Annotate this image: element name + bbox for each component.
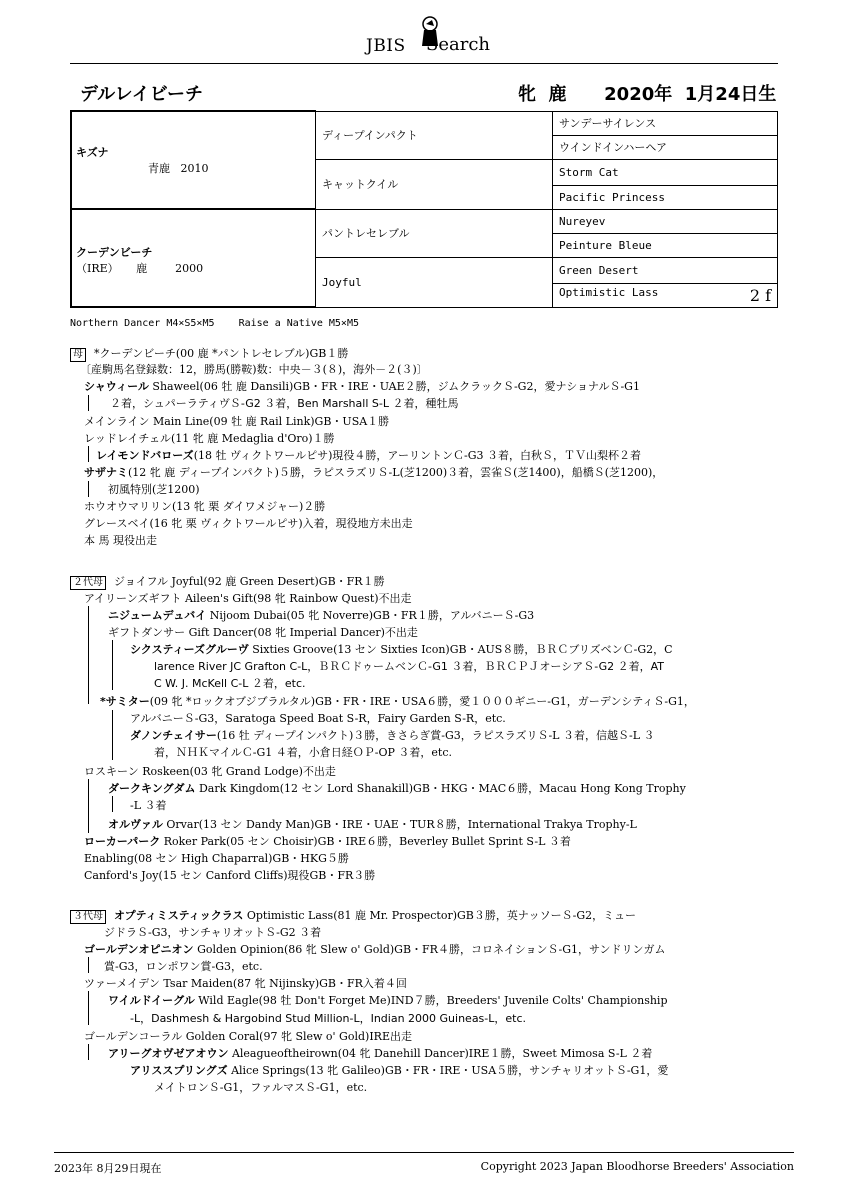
dam-badge: 母 — [70, 348, 86, 362]
second-dam-badge: ２代母 — [70, 576, 106, 590]
family-goldencoral[interactable]: ゴールデンコーラル Golden Coral(97 牝 Slew o' Gold)IRE出走 — [84, 1030, 412, 1043]
tree-line — [88, 991, 89, 1025]
sire-sire-cell[interactable]: ディープインパクト — [316, 111, 553, 159]
dam-name: クーデンビーチ — [76, 246, 153, 259]
offspring-name: レイモンドバローズ — [96, 449, 194, 462]
offspring-cont: ２着，シュパーラティヴＳ-G2 ３着，Ben Marshall S-L ２着，種牡馬 — [110, 397, 459, 410]
family-cont: 賞-G3，ロンポワン賞-G3，etc. — [104, 960, 263, 973]
family-record: Aleagueoftheirown(04 牝 Danehill Dancer)IRE１勝，Sweet Mimosa S-L ２着 — [231, 1047, 653, 1060]
offspring-name: シャウィール — [84, 380, 149, 393]
ped-dds[interactable]: Green Desert — [553, 257, 778, 283]
sire-name: キズナ — [76, 146, 109, 159]
family-nijoom[interactable] — [108, 608, 534, 623]
dam-text: *クーデンビーチ(00 鹿 *パントレセレブル)GB１勝 — [94, 347, 349, 360]
third-dam-cont: ジドラＳ-G3，サンチャリオットＳ-G2 ３着 — [104, 926, 322, 939]
ped-ddd-name: Optimistic Lass — [559, 285, 659, 299]
ped-sss[interactable]: サンデーサイレンス — [553, 111, 778, 135]
family-enabling[interactable]: Enabling(08 セン High Chaparral)GB・HKG５勝 — [84, 852, 349, 865]
tree-line — [112, 640, 113, 690]
sire-info: 青鹿 2010 — [148, 162, 209, 175]
family-sixtiesgroove[interactable] — [130, 642, 673, 657]
family-name: シクスティーズグルーヴ — [130, 643, 249, 656]
offspring-record: Shaweel(06 牡 鹿 Dansili)GB・FR・IRE・UAE２勝，ジムクラックＳ-G2，愛ナショナルＳ-G1 — [152, 380, 640, 393]
offspring-redrachel[interactable]: レッドレイチェル(11 牝 鹿 Medaglia d'Oro)１勝 — [84, 432, 335, 445]
third-dam-badge: ３代母 — [70, 910, 106, 924]
tree-line — [88, 779, 89, 833]
offspring-shaweel[interactable] — [84, 379, 640, 394]
sire-cell[interactable] — [71, 111, 316, 209]
offspring-record: (12 牝 鹿 ディープインパクト)５勝，ラピスラズリＳ-L(芝1200)３着，雲雀Ｓ(芝1400)，船橋Ｓ(芝1200)， — [128, 466, 664, 479]
tree-line — [112, 796, 113, 812]
offspring-mainline[interactable]: メインライン Main Line(09 牡 鹿 Rail Link)GB・USA１勝 — [84, 415, 390, 428]
family-cont: -L，Dashmesh & Hargobind Stud Million-L，Indian 2000 Guineas-L，etc. — [130, 1012, 527, 1025]
offspring-sazanami[interactable] — [84, 465, 663, 480]
generation-mark: 2 f — [749, 285, 771, 305]
family-record: Orvar(13 セン Dandy Man)GB・IRE・UAE・TUR８勝，International Trakya Trophy-L — [166, 818, 637, 831]
ped-ddd[interactable] — [553, 283, 778, 307]
horse-sex: 牝 — [518, 84, 536, 105]
family-name: ダークキングダム — [108, 782, 196, 795]
offspring-hououmarilyn[interactable]: ホウオウマリリン(13 牝 栗 ダイワメジャー)２勝 — [84, 500, 326, 513]
family-cont: アルバニーＳ-G3，Saratoga Speed Boat S-R，Fairy Garden S-R，etc. — [130, 712, 506, 725]
family-wildeagle[interactable] — [108, 993, 668, 1008]
offspring-raymond[interactable] — [96, 448, 641, 463]
family-cont: C W. J. McKell C-L ２着，etc. — [154, 677, 306, 690]
family-canfordsjoy[interactable]: Canford's Joy(15 セン Canford Cliffs)現役GB・FR３勝 — [84, 869, 376, 882]
footer-divider — [54, 1152, 794, 1153]
family-roskeen[interactable]: ロスキーン Roskeen(03 牝 Grand Lodge)不出走 — [84, 765, 336, 778]
family-record: Dark Kingdom(12 セン Lord Shanakill)GB・HKG・MAC６勝，Macau Hong Kong Trophy — [198, 782, 686, 795]
family-record: Nijoom Dubai(05 牝 Noverre)GB・FR１勝，アルバニーＳ-G3 — [209, 609, 535, 622]
family-record: (09 牝 *ロックオブジブラルタル)GB・FR・IRE・USA６勝，愛１０００ギニー-G1，ガーデンシティＳ-G1， — [149, 695, 695, 708]
sire-dam-cell[interactable]: キャットクイル — [316, 159, 553, 209]
dam-cell[interactable] — [71, 209, 316, 307]
logo-jbis-text: JBIS — [366, 36, 406, 56]
ped-sds[interactable]: Storm Cat — [553, 159, 778, 185]
tree-line — [88, 446, 89, 462]
horse-name: デルレイビーチ — [80, 84, 204, 105]
tree-line — [88, 957, 89, 973]
family-cont: メイトロンＳ-G1，ファルマスＳ-G1，etc. — [154, 1081, 368, 1094]
offspring-record: (18 牡 ヴィクトワールピサ)現役４勝，アーリントンＣ-G3 ３着，白秋Ｓ，ＴＶ山梨杯２着 — [193, 449, 642, 462]
family-record: (16 牡 ディープインパクト)３勝，きさらぎ賞-G3，ラピスラズリＳ-L ３着，信越Ｓ-L ３ — [216, 729, 655, 742]
footer-copyright: Copyright 2023 Japan Bloodhorse Breeders' Association — [480, 1160, 794, 1173]
family-name: オルヴァル — [108, 818, 163, 831]
family-name: ゴールデンオピニオン — [84, 943, 194, 956]
family-giftdancer[interactable]: ギフトダンサー Gift Dancer(08 牝 Imperial Dancer)不出走 — [108, 626, 418, 639]
family-name: *サミター — [100, 695, 150, 708]
family-record: Alice Springs(13 牝 Galileo)GB・FR・IRE・USA５勝，サンチャリオットＳ-G1，愛 — [231, 1064, 669, 1077]
header-divider — [70, 63, 778, 64]
tree-line — [88, 481, 89, 497]
family-samitar[interactable] — [100, 694, 695, 709]
horse-info — [518, 80, 776, 106]
dam-info: （IRE） 鹿 2000 — [76, 262, 204, 275]
family-tsarmaiden[interactable]: ツァーメイデン Tsar Maiden(87 牝 Nijinsky)GB・FR入着４回 — [84, 977, 407, 990]
family-name: アリーグオヴゼアオウン — [108, 1047, 229, 1060]
family-danonchaser[interactable] — [130, 728, 655, 743]
third-dam-record: Optimistic Lass(81 鹿 Mr. Prospector)GB３勝，英ナッソーＳ-G2，ミュー — [246, 909, 636, 922]
ped-ssd[interactable]: ウインドインハーヘア — [553, 135, 778, 159]
offspring-self: 本 馬 現役出走 — [84, 534, 157, 547]
jbis-search-logo — [366, 16, 496, 58]
ped-dsd[interactable]: Peinture Bleue — [553, 233, 778, 257]
family-aleague[interactable] — [108, 1046, 652, 1061]
pedigree-table — [70, 110, 778, 308]
family-name: アリススプリングズ — [130, 1064, 228, 1077]
tree-line — [88, 1044, 89, 1060]
family-name: ダノンチェイサー — [130, 729, 217, 742]
family-cont: 着，ＮＨＫマイルＣ-G1 ４着，小倉日経ＯＰ-OP ３着，etc. — [154, 746, 452, 759]
family-rokerpark[interactable] — [84, 834, 571, 849]
dam-sire-cell[interactable]: パントレセレブル — [316, 209, 553, 257]
tree-line — [112, 710, 113, 760]
horse-color: 鹿 — [548, 84, 567, 105]
family-name: ローカーパーク — [84, 835, 161, 848]
inbreeding-cross: Northern Dancer M4×S5×M5 Raise a Native M5×M5 — [70, 318, 359, 329]
family-orvar[interactable] — [108, 817, 637, 832]
ped-dss[interactable]: Nureyev — [553, 209, 778, 233]
family-record: Wild Eagle(98 牡 Don't Forget Me)IND７勝，Breeders' Juvenile Colts' Championship — [198, 994, 668, 1007]
offspring-cont: 初風特別(芝1200) — [108, 483, 200, 496]
family-cont: -L ３着 — [130, 799, 167, 812]
offspring-gracebay[interactable]: グレースベイ(16 牝 栗 ヴィクトワールピサ)入着，現役地方未出走 — [84, 517, 413, 530]
family-record: Golden Opinion(86 牝 Slew o' Gold)GB・FR４勝，コロネイションＳ-G1，サンドリンガム — [197, 943, 666, 956]
family-record: Roker Park(05 セン Choisir)GB・IRE６勝，Beverley Bullet Sprint S-L ３着 — [163, 835, 571, 848]
third-dam-name: オプティミスティックラス — [114, 909, 244, 922]
second-dam-line — [70, 574, 385, 590]
family-cont: larence River JC Grafton C-L，ＢＲＣドゥームベンＣ-G1 ３着，ＢＲＣＰＪオーシアＳ-G2 ２着，AT — [154, 660, 664, 673]
family-goldenopinion[interactable] — [84, 942, 665, 957]
family-name: ワイルドイーグル — [108, 994, 195, 1007]
third-dam-line — [70, 908, 636, 924]
family-aileensgift[interactable]: アイリーンズギフト Aileen's Gift(98 牝 Rainbow Quest)不出走 — [84, 592, 412, 605]
dam-line — [70, 346, 348, 362]
dam-stats: 〔産駒馬名登録数：12，勝馬(勝鞍)数：中央－３(８)，海外－２(３)〕 — [80, 363, 428, 376]
family-alicesprings[interactable] — [130, 1063, 668, 1078]
tree-line — [88, 606, 89, 704]
offspring-name: サザナミ — [84, 466, 128, 479]
family-name: ニジュームデュバイ — [108, 609, 207, 622]
family-record: Sixties Groove(13 セン Sixties Icon)GB・AUS８勝，ＢＲＣブリズベンＣ-G2，C — [252, 643, 673, 656]
dam-dam-cell[interactable]: Joyful — [316, 257, 553, 307]
logo-search-text: Search — [426, 34, 490, 55]
horse-birth: 2020年 1月24日生 — [604, 84, 777, 105]
tree-line — [88, 395, 89, 411]
family-darkkingdom[interactable] — [108, 781, 686, 796]
footer-date: 2023年 8月29日現在 — [54, 1162, 162, 1175]
ped-sdd[interactable]: Pacific Princess — [553, 185, 778, 209]
second-dam-text: ジョイフル Joyful(92 鹿 Green Desert)GB・FR１勝 — [114, 575, 385, 588]
